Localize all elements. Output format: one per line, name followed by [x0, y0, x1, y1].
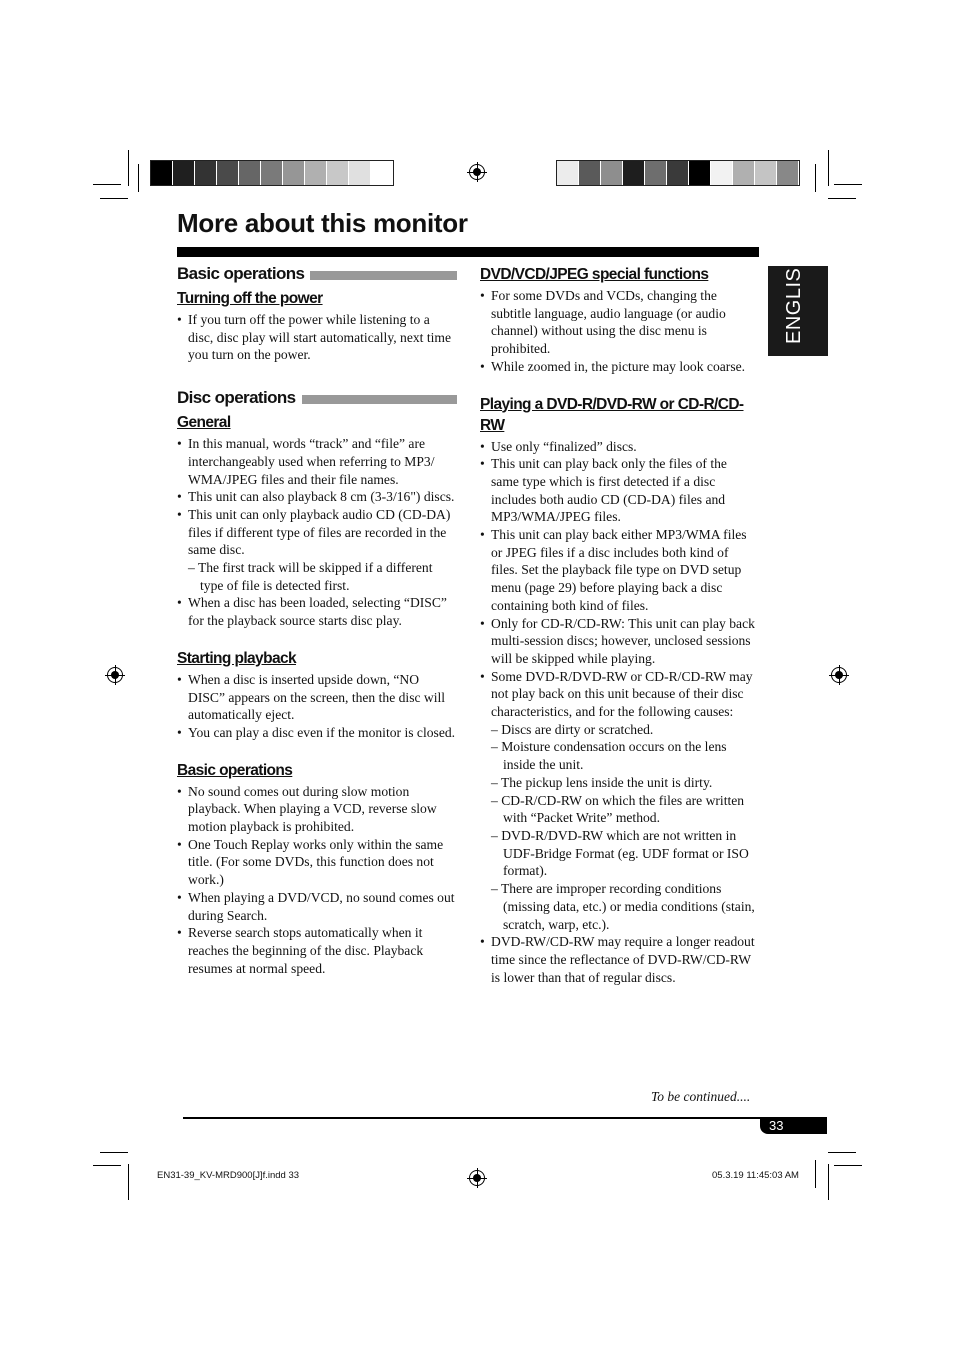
crop-mark — [100, 198, 128, 199]
list-item: – The pickup lens inside the unit is dirty. — [491, 774, 713, 790]
list-item: – CD-R/CD-RW on which the files are written with “Packet Write” method. — [491, 792, 745, 826]
list-item: • When a disc is inserted upside down, “NO DISC” appears on the screen, then the disc will automatically eject. — [177, 671, 457, 724]
title-rule — [177, 247, 759, 257]
color-bar-left — [150, 160, 394, 186]
color-swatch — [217, 161, 239, 185]
color-bar-right — [556, 160, 800, 186]
color-swatch — [261, 161, 283, 185]
list-item: – Moisture condensation occurs on the lens inside the unit. — [491, 739, 727, 773]
color-swatch — [327, 161, 349, 185]
list-item: – Discs are dirty or scratched. — [491, 721, 654, 737]
color-swatch — [777, 161, 799, 185]
color-swatch — [623, 161, 645, 185]
crop-mark — [138, 164, 139, 192]
color-swatch — [173, 161, 195, 185]
crop-mark — [815, 164, 816, 192]
registration-mark-icon — [469, 1170, 485, 1186]
list-item: • One Touch Replay works only within the same title. (For some DVDs, this function does not work.) — [177, 836, 457, 889]
list-item: • Reverse search stops automatically when it reaches the beginning of the disc. Playback resumes at normal speed. — [177, 924, 457, 977]
list-item: • In this manual, words “track” and “file” are interchangeably used when referring to MP3/ WMA/JPEG files and their file names. — [177, 435, 457, 488]
crop-mark — [128, 1164, 129, 1200]
subheading: Turning off the power — [177, 290, 323, 307]
list-item: • You can play a disc even if the monitor is closed. — [177, 724, 457, 742]
list-item: • When playing a DVD/VCD, no sound comes out during Search. — [177, 889, 457, 924]
color-swatch — [283, 161, 305, 185]
list-item: • No sound comes out during slow motion playback. When playing a VCD, reverse slow motion playback is prohibited. — [177, 783, 457, 836]
list-item: • This unit can play back either MP3/WMA files or JPEG files if a disc includes both kind of files. Set the playback file type on DVD setup menu (page 29) before playing back a disc containing both kind of files. — [480, 526, 758, 615]
color-swatch — [689, 161, 711, 185]
heading-bar — [302, 395, 457, 404]
crop-mark — [100, 1152, 128, 1153]
color-swatch — [151, 161, 173, 185]
subheading: General — [177, 414, 231, 432]
list-item: – DVD-R/DVD-RW which are not written in UDF-Bridge Format (eg. UDF format or ISO format). — [491, 827, 749, 879]
color-swatch — [305, 161, 327, 185]
crop-mark — [815, 1160, 816, 1188]
page-title: More about this monitor — [177, 208, 468, 238]
crop-mark — [93, 1165, 121, 1166]
color-swatch — [349, 161, 371, 185]
registration-mark-icon — [469, 164, 485, 180]
subheading: DVD/VCD/JPEG special functions — [480, 266, 709, 283]
subheading: Basic operations — [177, 761, 293, 779]
crop-mark — [828, 1152, 856, 1153]
crop-mark — [834, 184, 862, 185]
color-swatch — [755, 161, 777, 185]
section-heading: Disc operations — [177, 388, 457, 408]
crop-mark — [93, 184, 121, 185]
language-tab — [768, 252, 828, 356]
print-slug-right: 05.3.19 11:45:03 AM — [712, 1170, 799, 1181]
crop-mark — [828, 198, 856, 199]
bullet-list — [177, 783, 457, 978]
bullet-list — [480, 438, 758, 987]
list-item: • This unit can only playback audio CD (CD-DA) files if different type of files are recorded in the same disc. — [177, 506, 457, 559]
right-column — [480, 264, 758, 986]
list-item: • Some DVD-R/DVD-RW or CD-R/CD-RW may not play back on this unit because of their disc characteristics, and for the following causes: — [480, 668, 758, 721]
color-swatch — [195, 161, 217, 185]
heading-bar — [310, 271, 457, 280]
color-swatch — [557, 161, 579, 185]
list-item: • If you turn off the power while listening to a disc, disc play will start automatically, next time you turn on the power. — [177, 311, 457, 364]
footer-rule — [183, 1117, 827, 1119]
registration-mark-icon — [831, 667, 847, 683]
page-number: 33 — [760, 1118, 827, 1134]
color-swatch — [239, 161, 261, 185]
registration-mark-icon — [107, 667, 123, 683]
list-item: • While zoomed in, the picture may look coarse. — [480, 358, 758, 376]
subheading: Playing a DVD-R/DVD-RW or CD-R/CD-RW — [480, 395, 744, 434]
bullet-list — [177, 435, 457, 630]
language-tab-label: ENGLISH — [783, 252, 805, 344]
bullet-list — [480, 287, 758, 376]
color-swatch — [667, 161, 689, 185]
list-item: • This unit can play back only the files of the same type which is first detected if a disc includes both audio CD (CD-DA) files and MP3/WMA/JPEG files. — [480, 455, 758, 526]
crop-mark — [834, 1165, 862, 1166]
color-swatch — [601, 161, 623, 185]
crop-mark — [828, 150, 829, 186]
color-swatch — [371, 161, 393, 185]
list-item: – The first track will be skipped if a different type of file is detected first. — [188, 560, 433, 593]
color-swatch — [711, 161, 733, 185]
list-item: • This unit can also playback 8 cm (3-3/16") discs. — [177, 488, 457, 506]
list-item: • DVD-RW/CD-RW may require a longer readout time since the reflectance of DVD-RW/CD-RW is lower than that of regular discs. — [480, 933, 758, 986]
bullet-list — [177, 671, 457, 742]
print-slug-left: EN31-39_KV-MRD900[J]f.indd 33 — [157, 1170, 300, 1181]
section-heading: Basic operations — [177, 264, 457, 284]
bullet-list — [177, 311, 457, 364]
list-item: – There are improper recording conditions (missing data, etc.) or media conditions (stain, scratch, warp, etc.). — [491, 881, 755, 932]
color-swatch — [733, 161, 755, 185]
list-item: • Use only “finalized” discs. — [480, 438, 758, 456]
subheading: Starting playback — [177, 649, 297, 667]
left-column — [177, 264, 457, 977]
list-item: • Only for CD-R/CD-RW: This unit can play back multi-session discs; however, unclosed sessions will be skipped while playing. — [480, 615, 758, 668]
list-item: • For some DVDs and VCDs, changing the subtitle language, audio language (or audio channel) without using the disc menu is prohibited. — [480, 287, 758, 358]
list-item: • When a disc has been loaded, selecting “DISC” for the playback source starts disc play. — [177, 594, 457, 629]
color-swatch — [645, 161, 667, 185]
crop-mark — [828, 1164, 829, 1200]
color-swatch — [579, 161, 601, 185]
crop-mark — [128, 150, 129, 186]
continued-note: To be continued.... — [651, 1089, 751, 1104]
